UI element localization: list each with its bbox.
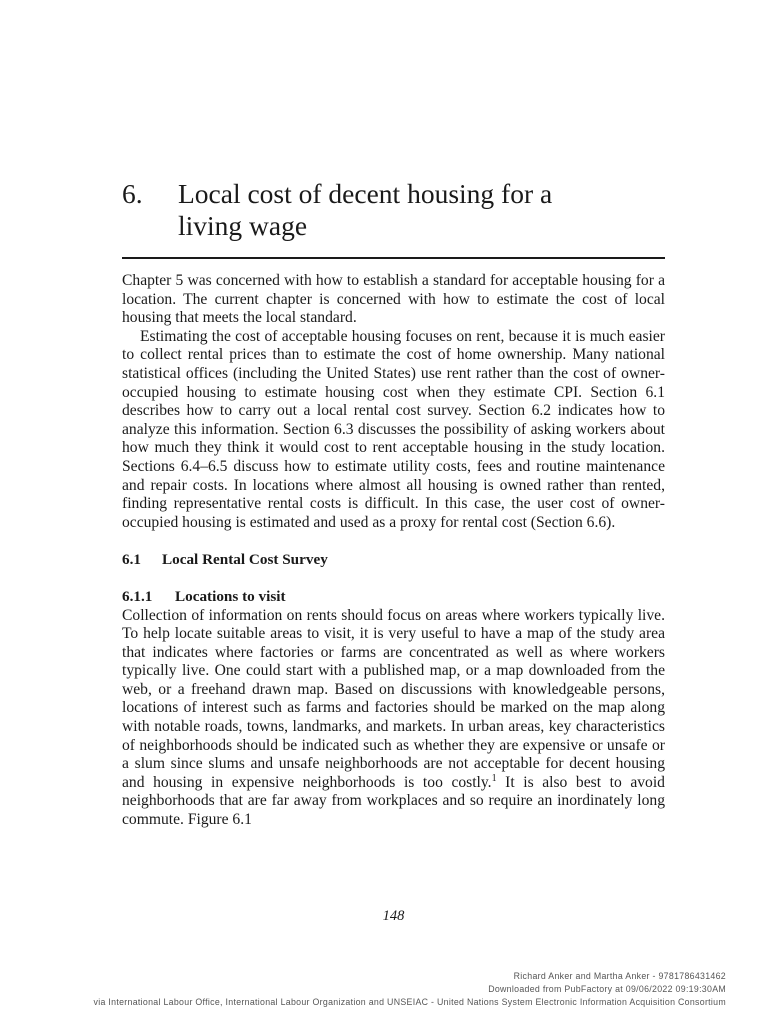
subsection-number: 6.1.1 bbox=[122, 587, 153, 605]
page-number: 148 bbox=[382, 908, 405, 924]
chapter-title-rule bbox=[122, 257, 665, 259]
chapter-title-line-2: living wage bbox=[178, 210, 308, 241]
chapter-number: 6. bbox=[122, 178, 143, 209]
paragraph-overview: Estimating the cost of acceptable housing focuses on rent, because it is much easier to collect rental prices than to estimate the cost of home ownership. Many national statistical offices (including the United States) use rent rather than the cost of owner-occupied housing to estimate housing cost when they estimate CPI. Section 6.1 describes how to carry out a local rental cost survey. Section 6.2 indicates how to analyze this information. Section 6.3 discusses the possibility of asking workers about how much they think it would cost to rent acceptable housing in the study location. Sections 6.4–6.5 discuss how to estimate utility costs, fees and routine maintenance and repair costs. In locations where almost all housing is owned rather than rented, finding representative rental costs is difficult. In this case, the user cost of owner-occupied housing is estimated and used as a proxy for rental cost (Section 6.6). bbox=[122, 327, 665, 531]
section-number: 6.1 bbox=[122, 551, 141, 569]
section-title: Local Rental Cost Survey bbox=[162, 551, 328, 569]
section-heading-6-1 bbox=[122, 551, 665, 570]
subsection-heading-6-1-1 bbox=[122, 588, 665, 607]
footnote-reference[interactable]: 1 bbox=[491, 772, 497, 784]
body-text bbox=[122, 272, 665, 830]
watermark-download-info: Downloaded from PubFactory at 09/06/2022 09:19:30AM bbox=[488, 984, 726, 994]
paragraph-locations-continued: It is also best to avoid neighborhoods that are far away from workplaces and so require an inordinately long commute. Figure 6.1 bbox=[122, 773, 665, 829]
chapter-title-line-1: Local cost of decent housing for a bbox=[178, 178, 553, 209]
watermark-access-info: via International Labour Office, International Labour Organization and UNSEIAC - United Nations System Electronic Information Acquisition Consortium bbox=[93, 997, 726, 1007]
paragraph-locations-text: Collection of information on rents should focus on areas where workers typically live. To help locate suitable areas to visit, it is very useful to have a map of the study area that indicates where factories or farms are concentrated as well as where workers typically live. One could start with a published map, or a map downloaded from the web, or a freehand drawn map. Based on discussions with knowledgeable persons, locations of interest such as farms and factories should be marked on the map along with notable roads, towns, landmarks, and markets. In urban areas, key characteristics of neighborhoods should be indicated such as whether they are expensive or unsafe or a slum since slums and unsafe neighborhoods are not acceptable for decent housing and housing in expensive neighborhoods is too costly. bbox=[122, 606, 665, 791]
chapter-title bbox=[178, 178, 658, 242]
download-watermark bbox=[94, 970, 726, 1009]
paragraph-intro: Chapter 5 was concerned with how to establish a standard for acceptable housing for a location. The current chapter is concerned with how to estimate the cost of local housing that meets the local standard. bbox=[122, 272, 665, 327]
watermark-authors: Richard Anker and Martha Anker - 9781786431462 bbox=[513, 971, 726, 981]
paragraph-locations bbox=[122, 607, 665, 830]
subsection-title: Locations to visit bbox=[175, 587, 286, 605]
